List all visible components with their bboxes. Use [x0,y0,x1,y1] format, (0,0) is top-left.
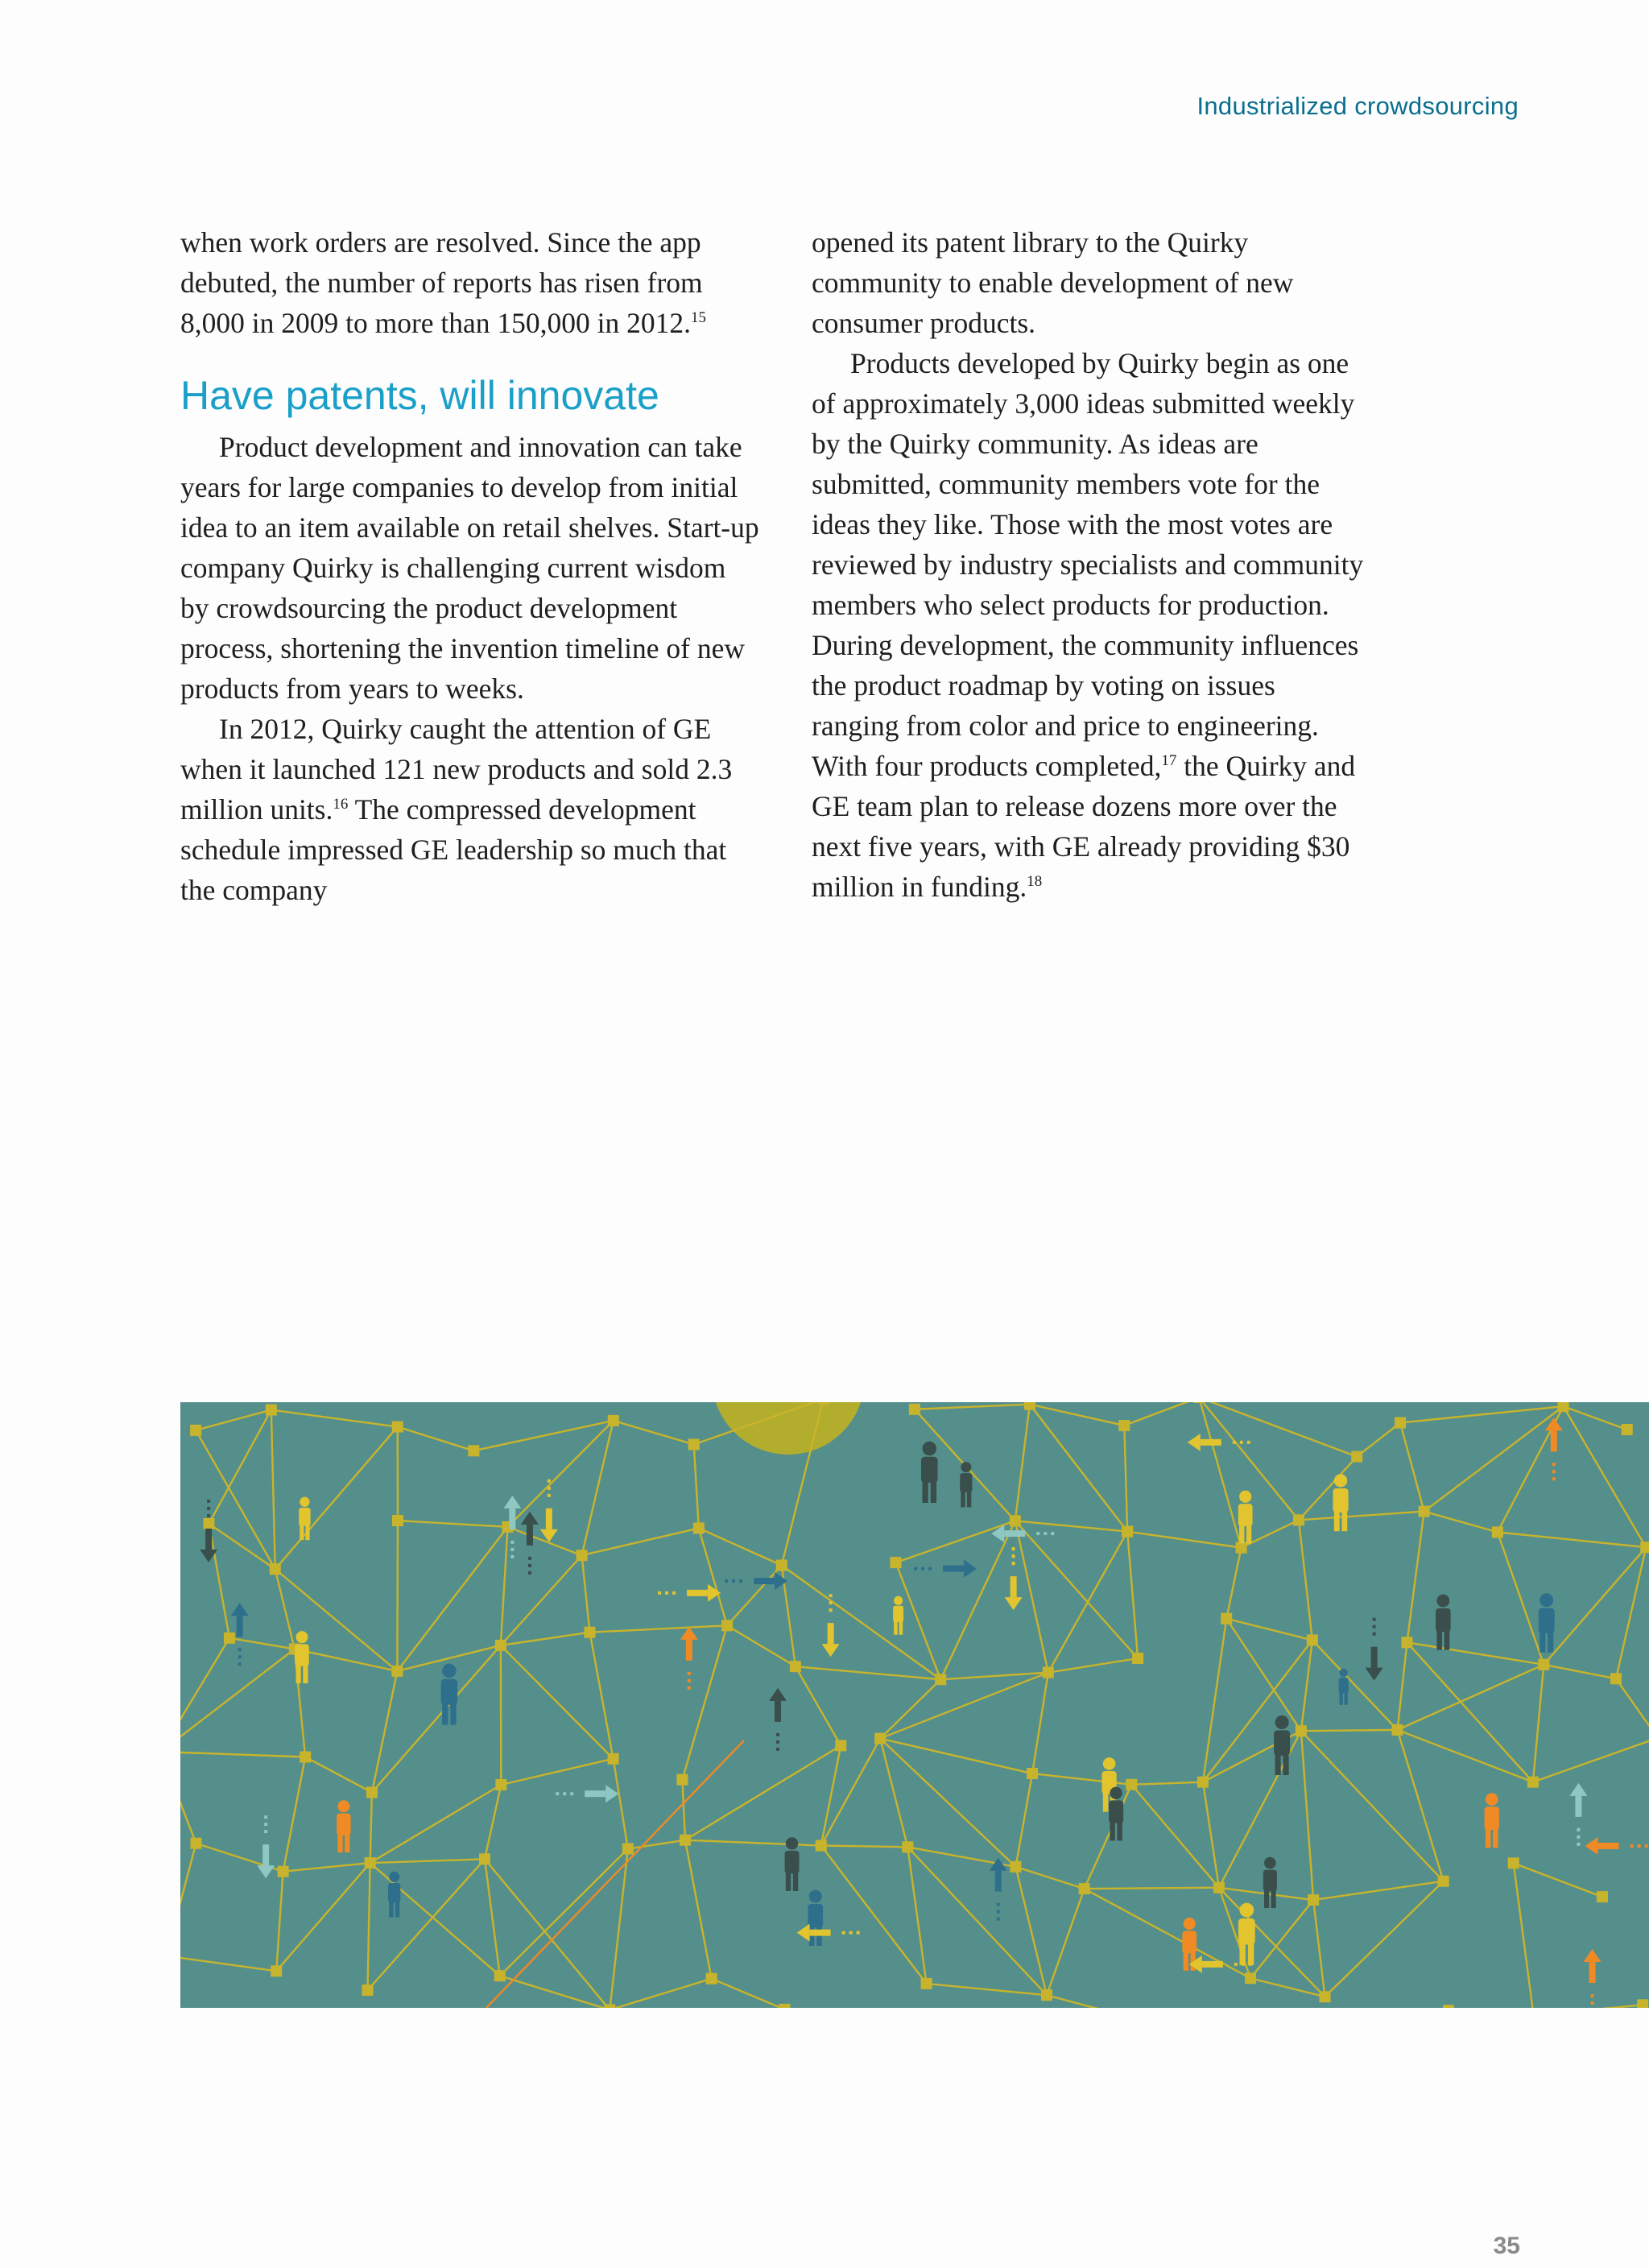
network-node [1132,1653,1143,1664]
arrow-icon-dot [688,1679,691,1682]
network-node [392,1515,403,1526]
arrow-icon-dot [510,1555,514,1558]
network-node [1597,1891,1608,1902]
arrow-icon-dot [914,1567,917,1571]
arrow-icon-dot [1240,1441,1243,1444]
network-node [1351,1451,1362,1463]
person-icon-leg [442,1703,448,1724]
person-icon-body [441,1679,457,1705]
network-node [362,1984,374,1996]
arrow-icon-shaft [775,1701,781,1722]
person-icon-leg [1184,1952,1188,1971]
person-icon-leg [1103,1793,1108,1811]
network-node [190,1425,201,1436]
person-icon-body [1539,1608,1555,1633]
person-icon-body [1238,1918,1255,1945]
arrow-icon-dot [238,1648,242,1651]
person-icon-leg [1283,1754,1289,1775]
arrow-icon-dot [1012,1554,1015,1558]
arrow-icon-shaft [1201,1439,1221,1446]
arrow-icon-shaft [995,1871,1002,1892]
person-icon-body [893,1606,903,1622]
arrow-icon-dot [1591,2001,1594,2005]
arrow-icon-dot [1552,1463,1556,1466]
network-node [1126,1779,1137,1790]
network-node [818,1402,829,1405]
network-node [1419,1506,1430,1517]
arrow-icon-dot [688,1672,691,1675]
person-icon-body [299,1508,310,1526]
person-icon-body [921,1457,938,1483]
person-icon-head [1340,1669,1348,1677]
person-icon-leg [899,1621,903,1635]
arrow-icon-dot [528,1571,531,1575]
network-node [224,1633,235,1644]
person-icon-head [894,1596,903,1605]
network-node [392,1422,403,1433]
network-node [1558,1402,1569,1412]
network-node [577,1550,588,1561]
network-node [1622,1424,1633,1435]
network-line [1085,1888,1219,1889]
person-icon-head [1539,1593,1553,1607]
arrow-icon-dot [207,1507,210,1510]
network-node [688,1439,700,1451]
network-node [1395,1418,1406,1429]
arrow-icon-shaft [1589,1962,1596,1983]
arrow-icon-dot [1645,1844,1648,1848]
network-node [1293,1514,1304,1525]
network-node [584,1627,595,1638]
arrow-icon-dot [921,1567,924,1571]
person-icon-leg [296,1666,301,1683]
arrow-icon-shaft [810,1930,831,1936]
network-node [1122,1526,1133,1538]
arrow-icon-dot [238,1662,242,1666]
network-node [1296,1725,1307,1736]
paragraph-product-process [812,343,1367,907]
network-node [495,1640,506,1651]
arrow-icon-dot [739,1579,742,1583]
person-icon-body [1436,1608,1451,1632]
network-node [890,1557,901,1568]
network-node [935,1674,946,1685]
arrow-icon-shaft [509,1509,515,1529]
network-node [1508,1857,1519,1869]
network-node [776,1559,787,1571]
network-line [1301,1730,1398,1731]
arrow-icon-dot [207,1514,210,1517]
person-icon-head [961,1462,971,1472]
arrow-icon-dot [1234,1963,1238,1966]
network-node [479,1853,490,1864]
network-node [909,1404,920,1415]
arrow-icon-dot [1577,1828,1580,1831]
person-icon-head [300,1497,309,1507]
network-node [1079,1883,1090,1894]
network-node [300,1751,311,1762]
person-icon-head [809,1890,822,1903]
arrow-icon-dot [528,1564,531,1567]
person-icon-leg [1539,1632,1545,1652]
footnote-ref-18[interactable]: 18 [1027,873,1043,891]
arrow-icon-dot [1552,1477,1556,1480]
arrow-icon-shaft [1371,1647,1378,1668]
network-node [1193,1402,1205,1403]
arrow-icon-dot [829,1594,833,1597]
person-icon-body [1182,1931,1196,1953]
arrow-icon-dot [548,1480,551,1483]
footnote-ref-17[interactable]: 17 [1161,752,1177,770]
arrow-icon-dot [207,1500,210,1503]
person-icon-leg [1239,1943,1245,1965]
person-icon-leg [395,1902,399,1918]
person-icon-leg [786,1873,791,1891]
person-icon-head [442,1664,457,1678]
person-icon-leg [1271,1890,1276,1908]
network-node [1197,1777,1209,1788]
network-node [366,1786,378,1798]
arrow-icon-shaft [1598,1843,1619,1849]
network-node [676,1774,688,1786]
arrow-icon-shaft [1010,1576,1017,1597]
network-illustration [180,1402,1649,2008]
person-icon-body [1109,1800,1123,1823]
network-node [468,1445,479,1456]
arrow-icon-dot [857,1931,860,1935]
network-node [1610,1673,1622,1684]
person-icon-body [388,1883,400,1902]
person-icon-head [1436,1595,1449,1608]
network-node [203,1518,214,1529]
person-icon-head [1275,1715,1289,1729]
network-node [1527,1777,1539,1788]
arrow-icon-dot [672,1591,676,1595]
paragraph-text: Products developed by Quirky begin as one of approximately 3,000 ideas submitted weekly by the Quirky community. As ideas are submitted, community members vote for the ideas they like. Those with the most votes are reviewed by industry specialists and community members who select products for production. During development, the community influences the product roadmap by voting on issues ranging from color and price to engineering. With four products completed, [812,347,1364,782]
person-icon-leg [967,1492,971,1507]
paragraph-quirky-ge [180,709,760,910]
person-icon-leg [1444,1631,1450,1650]
network-node [1245,1972,1256,1984]
arrow-icon-dot [510,1541,514,1544]
network-node [779,2004,790,2008]
person-icon-leg [793,1873,798,1891]
arrow-icon-dot [725,1579,728,1583]
arrow-icon-shaft [205,1529,212,1550]
person-icon-leg [1275,1754,1281,1775]
person-icon-head [296,1631,308,1643]
network-node [902,1841,913,1852]
arrow-icon-dot [1577,1836,1580,1839]
network-node [1236,1542,1247,1554]
network-node [1010,1515,1021,1526]
network-node [1640,1542,1649,1553]
arrow-icon-shaft [1202,1961,1223,1968]
person-icon-leg [1340,1692,1343,1705]
arrow-icon-dot [997,1903,1000,1906]
arrow-icon-dot [1373,1618,1376,1621]
arrow-icon-dot [528,1557,531,1560]
network-node [1043,1667,1054,1678]
network-node [1041,1989,1052,2001]
arrow-icon-dot [548,1487,551,1490]
person-icon-leg [1436,1631,1442,1650]
person-icon-body [337,1813,350,1835]
arrow-icon-dot [928,1567,932,1571]
person-icon-leg [961,1492,965,1507]
person-icon-body [1339,1678,1349,1693]
person-icon-body [1333,1488,1348,1513]
network-node [721,1620,733,1631]
person-icon-body [1485,1807,1499,1830]
network-node [1213,1882,1225,1893]
person-icon-body [295,1644,308,1666]
network-node [1221,1613,1232,1624]
arrow-icon-dot [688,1687,691,1690]
arrow-icon-dot [776,1748,779,1751]
arrow-icon-dot [1373,1633,1376,1636]
arrow-icon-dot [238,1655,242,1658]
person-icon-head [1264,1857,1276,1869]
arrow-icon-dot [1051,1532,1054,1535]
network-node [622,1844,634,1855]
network-line [397,1521,398,1671]
arrow-icon-dot [1036,1532,1039,1535]
network-node [604,2004,615,2008]
person-icon-leg [1341,1512,1347,1532]
arrow-icon-dot [1373,1625,1376,1629]
arrow-icon-dot [1012,1547,1015,1550]
network-node [266,1405,277,1416]
arrow-icon-shaft [1004,1530,1025,1537]
page-number: 35 [1493,2233,1520,2259]
arrow-icon-dot [1630,1844,1634,1848]
arrow-icon-dot [658,1591,661,1595]
person-icon-leg [809,1927,815,1946]
network-node [1438,1876,1449,1887]
network-node [1443,2005,1454,2008]
arrow-icon-shaft [686,1640,692,1661]
network-node [608,1415,619,1426]
arrow-icon-dot [829,1608,833,1612]
person-icon-leg [1334,1512,1340,1532]
person-icon-leg [816,1927,822,1946]
paragraph-text: In 2012, Quirky caught the attention of GE when it launched 121 new products and sold 2.3 million units. [180,713,733,826]
person-icon-head [1103,1757,1116,1770]
network-node [391,1666,403,1677]
arrow-icon-shaft [1551,1430,1557,1451]
person-icon-leg [300,1525,304,1541]
person-icon-leg [922,1482,928,1503]
person-icon-leg [1486,1829,1491,1848]
network-node [1118,1420,1130,1431]
arrow-icon-dot [997,1918,1000,1921]
person-icon-leg [1117,1822,1122,1840]
person-icon-head [1239,1903,1254,1918]
network-node [278,1866,289,1877]
arrow-icon-shaft [1575,1796,1581,1817]
network-node [1492,1526,1503,1538]
arrow-icon-shaft [527,1525,533,1546]
arrow-icon-shaft [943,1566,964,1572]
network-node [1024,1402,1035,1410]
network-node [680,1835,691,1846]
person-icon-body [808,1904,823,1927]
network-node [1402,1637,1413,1648]
network-graph-image [180,1402,1649,2008]
person-icon-leg [1248,1943,1254,1965]
network-node [1538,1659,1549,1670]
person-icon-head [1334,1474,1347,1487]
arrow-icon-dot [776,1740,779,1744]
person-icon-head [1184,1918,1196,1930]
person-icon-leg [931,1482,936,1503]
person-icon-leg [1493,1829,1498,1848]
network-node [1010,1861,1021,1873]
arrow-icon-dot [1591,1994,1594,1997]
arrow-icon-dot [776,1733,779,1736]
person-icon-leg [1345,1692,1348,1705]
person-icon-leg [337,1835,342,1852]
arrow-icon-dot [1552,1470,1556,1473]
person-icon-leg [1548,1632,1553,1652]
right-column [812,222,1367,907]
person-icon-leg [450,1703,456,1724]
network-node [1320,1991,1331,2002]
left-column [180,222,760,910]
person-icon-head [337,1800,349,1812]
arrow-icon-dot [1044,1532,1047,1535]
arrow-icon-dot [842,1931,845,1935]
person-icon-leg [345,1835,349,1852]
arrow-icon-dot [548,1494,551,1497]
person-icon-leg [894,1621,898,1635]
network-node [494,1970,506,1981]
arrow-icon-dot [1012,1562,1015,1565]
arrow-icon-dot [1247,1441,1250,1444]
person-icon-body [1238,1504,1253,1526]
paragraph-text: the Quirky and GE team plan to release dozens more over the next five years, with GE already providing $30 million in funding. [812,750,1356,903]
person-icon-leg [1110,1822,1114,1840]
arrow-icon-dot [570,1792,573,1795]
network-node [1307,1634,1318,1645]
network-node [1637,1999,1648,2008]
network-node [874,1733,886,1744]
person-icon-head [1486,1793,1498,1806]
arrow-icon-dot [510,1548,514,1551]
paragraph-continued [180,222,760,343]
person-icon-head [1239,1491,1251,1503]
network-node [270,1563,281,1575]
network-node [190,1838,201,1849]
network-node [1392,1724,1403,1736]
arrow-icon-dot [556,1792,559,1795]
arrow-icon-dot [829,1601,833,1604]
person-icon-head [389,1872,399,1882]
arrow-icon-shaft [546,1509,552,1529]
network-node [816,1840,827,1852]
person-icon-leg [305,1525,309,1541]
network-node [365,1857,376,1869]
arrow-icon-dot [1233,1441,1236,1444]
person-icon-body [960,1473,972,1492]
arrow-icon-dot [1638,1844,1641,1848]
arrow-icon-dot [264,1823,267,1826]
network-node [495,1779,506,1790]
arrow-icon-shaft [262,1844,269,1865]
arrow-icon-dot [997,1910,1000,1914]
network-node [835,1740,846,1751]
arrow-icon-dot [849,1931,853,1935]
paragraph-product-development: Product development and innovation can take years for large companies to develop from initial idea to an item available on retail shelves. Start-up company Quirky is challenging current wisdom by crowdsourcing the product development process, shortening the invention timeline of new products from years to weeks. [180,431,759,705]
network-node [1027,1768,1038,1779]
arrow-icon-dot [732,1579,735,1583]
arrow-icon-shaft [754,1578,775,1584]
network-node [921,1978,932,1989]
paragraph-patent-library: opened its patent library to the Quirky community to enable development of new consumer products. [812,226,1294,339]
arrow-icon-shaft [828,1623,834,1644]
person-icon-head [922,1442,936,1456]
section-heading: Have patents, will innovate [180,373,659,418]
arrow-icon-dot [665,1591,668,1595]
running-head: Industrialized crowdsourcing [1196,92,1519,120]
person-icon-leg [303,1666,308,1683]
network-node [271,1965,282,1976]
arrow-icon-dot [1577,1843,1580,1846]
network-node [706,1973,717,1984]
person-icon-leg [1239,1525,1244,1544]
arrow-icon-shaft [237,1616,243,1637]
arrow-icon-shaft [687,1590,708,1596]
arrow-icon-dot [264,1830,267,1833]
network-node [790,1661,801,1672]
footnote-ref-15[interactable]: 15 [691,309,707,327]
network-node [1308,1894,1319,1906]
network-node [608,1753,619,1765]
person-icon-leg [389,1902,393,1918]
paragraph-text: The compressed development schedule impressed GE leadership so much that the company [180,793,727,906]
person-icon-body [1274,1730,1290,1755]
arrow-icon-dot [264,1815,267,1819]
person-icon-body [785,1851,800,1873]
footnote-ref-16[interactable]: 16 [333,796,349,813]
person-icon-head [786,1837,798,1849]
paragraph-text: when work orders are resolved. Since the app debuted, the number of reports has risen from 8,000 in 2009 to more than 150,000 in 2012. [180,226,703,339]
person-icon-leg [1264,1890,1269,1908]
person-icon-body [1263,1870,1277,1892]
arrow-icon-dot [563,1792,566,1795]
arrow-icon-shaft [585,1790,605,1797]
person-icon-leg [1246,1525,1251,1544]
person-icon-head [1110,1787,1122,1799]
network-node [693,1522,705,1533]
